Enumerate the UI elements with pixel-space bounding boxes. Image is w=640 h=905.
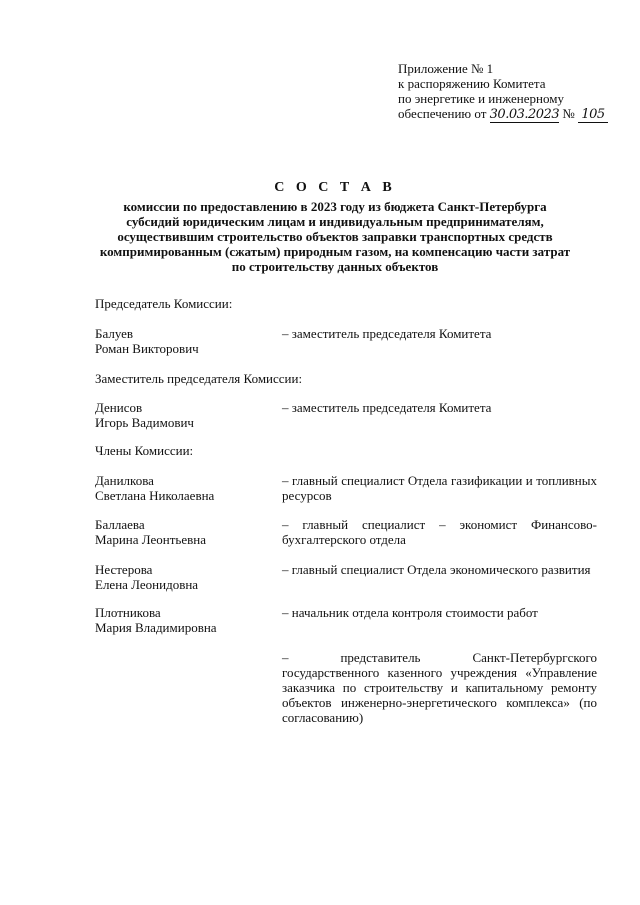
member-surname: Баллаева (95, 517, 145, 532)
member-role: – заместитель председателя Комитета (282, 400, 492, 415)
section-members: Члены Комиссии: (95, 443, 194, 458)
appendix-header (398, 61, 628, 123)
member-surname: Денисов (95, 400, 143, 415)
section-deputy: Заместитель председателя Комиссии: (95, 371, 303, 386)
appendix-line: Приложение № 1 (398, 61, 494, 76)
member-name (95, 400, 280, 430)
member-given-names: Роман Викторович (95, 341, 199, 356)
title-line: субсидий юридическим лицам и индивидуальным предпринимателям, (126, 214, 544, 229)
member-given-names: Марина Леонтьевна (95, 532, 206, 547)
section-chairman: Председатель Комиссии: (95, 296, 233, 311)
member-given-names: Игорь Вадимович (95, 415, 194, 430)
member-role-representative: – представитель Санкт-Петербургского государственного казенного учреждения «Управление заказчика по строительству и капитальному ремонту объектов инженерно-энергетического комплекса» (по согласованию) (282, 650, 597, 725)
appendix-line-prefix: обеспечению от (398, 106, 487, 121)
appendix-line: по энергетике и инженерному (398, 91, 564, 106)
title-heading: С О С Т А В (274, 180, 396, 195)
member-role: – начальник отдела контроля стоимости работ (282, 605, 538, 620)
member-surname: Данилкова (95, 473, 154, 488)
member-given-names: Светлана Николаевна (95, 488, 215, 503)
handwritten-date: 30.03.2023 (489, 107, 560, 122)
title-line: осуществившим строительство объектов заправки транспортных средств (117, 229, 553, 244)
handwritten-number: 105 (578, 107, 608, 123)
member-name (95, 517, 280, 547)
member-name (95, 605, 280, 635)
title-line: комиссии по предоставлению в 2023 году из бюджета Санкт-Петербурга (123, 199, 547, 214)
member-role: – заместитель председателя Комитета (282, 326, 492, 341)
member-surname: Плотникова (95, 605, 161, 620)
title-line: компримированным (сжатым) природным газом, на компенсацию части затрат (99, 244, 571, 259)
member-name (95, 562, 280, 592)
member-given-names: Елена Леонидовна (95, 577, 199, 592)
member-name (95, 473, 280, 503)
member-given-names: Мария Владимировна (95, 620, 217, 635)
document-title (80, 180, 590, 274)
number-sign: № (562, 106, 575, 121)
member-surname: Нестерова (95, 562, 153, 577)
member-name (95, 326, 280, 356)
member-surname: Балуев (95, 326, 134, 341)
appendix-date-line (398, 106, 628, 123)
title-line: по строительству данных объектов (231, 259, 439, 274)
member-role: – главный специалист Отдела экономического развития (282, 562, 591, 577)
appendix-line: к распоряжению Комитета (398, 76, 546, 91)
member-role: – главный специалист Отдела газификации и топливных ресурсов (282, 473, 597, 503)
member-role: – главный специалист – экономист Финансово-бухгалтерского отдела (282, 517, 597, 547)
